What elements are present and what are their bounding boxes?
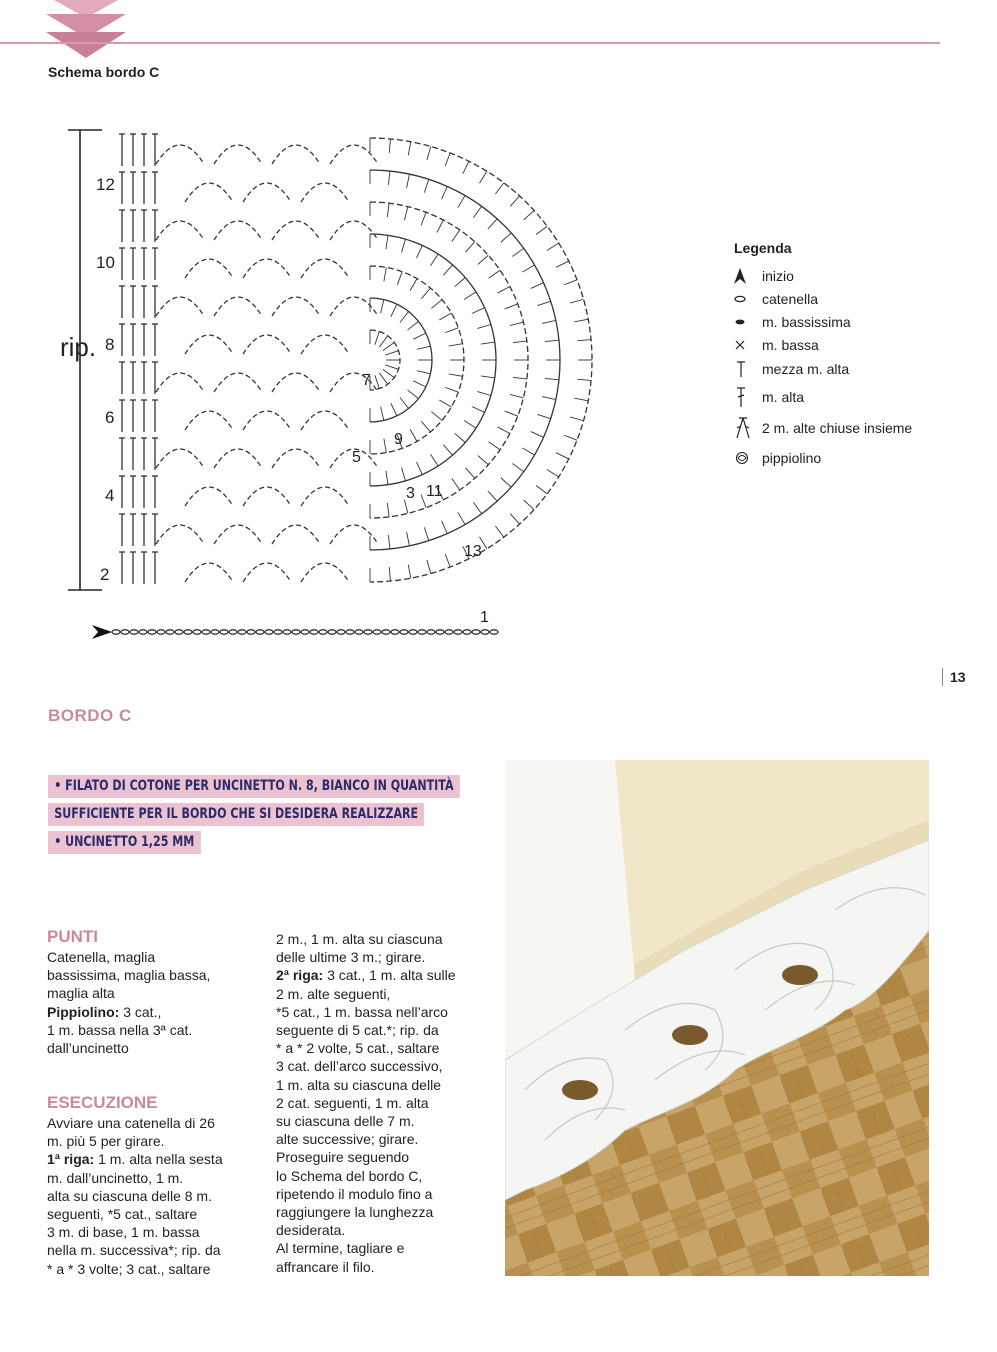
legend-item: catenella [734, 287, 964, 310]
header-rule [0, 42, 940, 44]
row-number: 10 [96, 253, 115, 272]
legend-item: m. bassa [734, 333, 964, 356]
section-title: BORDO C [48, 706, 132, 725]
chain-oval-icon [734, 294, 762, 304]
esecuzione-text: Avviare una catenella di 26 m. più 5 per girare. 1ª riga: 1 m. alta nella sesta m. dall’uncinetto, 1 m. alta su ciascuna delle 8 m. seguenti, *5 cat., saltare 3 m. di base, 1 m. bassa nella m. successiva*; rip. da * a * 3 volte; 3 cat., saltare [47, 1115, 223, 1277]
row-number: 3 [406, 485, 415, 502]
lace-photo [505, 760, 929, 1276]
row-number: 5 [352, 449, 361, 466]
row-number: 1 [480, 609, 489, 626]
row-number: 6 [105, 408, 115, 427]
row-number: 8 [105, 335, 115, 354]
materials-line: • FILATO DI COTONE PER UNCINETTO N. 8, BIANCO IN QUANTITÀ [48, 775, 460, 798]
start-arrow-icon [734, 268, 762, 284]
row-number: 11 [426, 483, 443, 500]
slip-stitch-icon [734, 317, 762, 327]
chevron-logo-icon [44, 0, 128, 60]
double-crochet-icon [734, 386, 762, 408]
legend-item: inizio [734, 264, 964, 287]
row-number: 13 [464, 543, 482, 560]
crochet-chart [50, 110, 650, 650]
legend [734, 240, 964, 472]
materials-line: SUFFICIENTE PER IL BORDO CHE SI DESIDERA REALIZZARE [48, 803, 424, 826]
dc2tog-icon [734, 416, 762, 440]
legend-title: Legenda [734, 240, 792, 256]
materials-line: • UNCINETTO 1,25 MM [48, 831, 201, 854]
row-number: 4 [105, 486, 115, 505]
single-crochet-x-icon [734, 339, 762, 351]
page-number: 13 [942, 668, 966, 686]
punti-text: Catenella, maglia bassissima, maglia bassa, maglia alta Pippiolino: 3 cat., 1 m. bassa nella 3ª cat. dall’uncinetto [47, 949, 211, 1057]
start-arrow-icon [92, 625, 112, 639]
legend-item: mezza m. alta [734, 356, 964, 382]
legend-item: m. alta [734, 382, 964, 412]
picot-icon [734, 450, 762, 466]
row-number: 2 [100, 565, 110, 584]
instructions-column-2: 2 m., 1 m. alta su ciascuna delle ultime 3 m.; girare. 2ª riga: 3 cat., 1 m. alta sulle 2 m. alte seguenti, *5 cat., 1 m. bassa nell’arco seguente di 5 cat.*; rip. da * a * 2 volte, 5 cat., saltare 3 cat. dell’arco successivo, 1 m. alta su ciascuna delle 2 cat. seguenti, 1 m. alta su ciascuna delle 7 m. alte successive; girare. Proseguire seguendo lo Schema del bordo C, ripetendo il modulo fino a raggiungere la lunghezza desiderata. Al termine, tagliare e affrancare il filo. [276, 931, 456, 1275]
row-number: 7 [362, 372, 371, 389]
punti-title: PUNTI [47, 927, 98, 946]
legend-item: 2 m. alte chiuse insieme [734, 412, 964, 444]
legend-item: pippiolino [734, 444, 964, 472]
row-number: 12 [96, 175, 115, 194]
legend-item: m. bassissima [734, 310, 964, 333]
esecuzione-title: ESECUZIONE [47, 1093, 158, 1112]
row-number: 9 [394, 431, 403, 448]
schema-title: Schema bordo C [48, 64, 160, 80]
half-double-crochet-icon [734, 360, 762, 378]
repeat-label: rip. [60, 332, 97, 362]
